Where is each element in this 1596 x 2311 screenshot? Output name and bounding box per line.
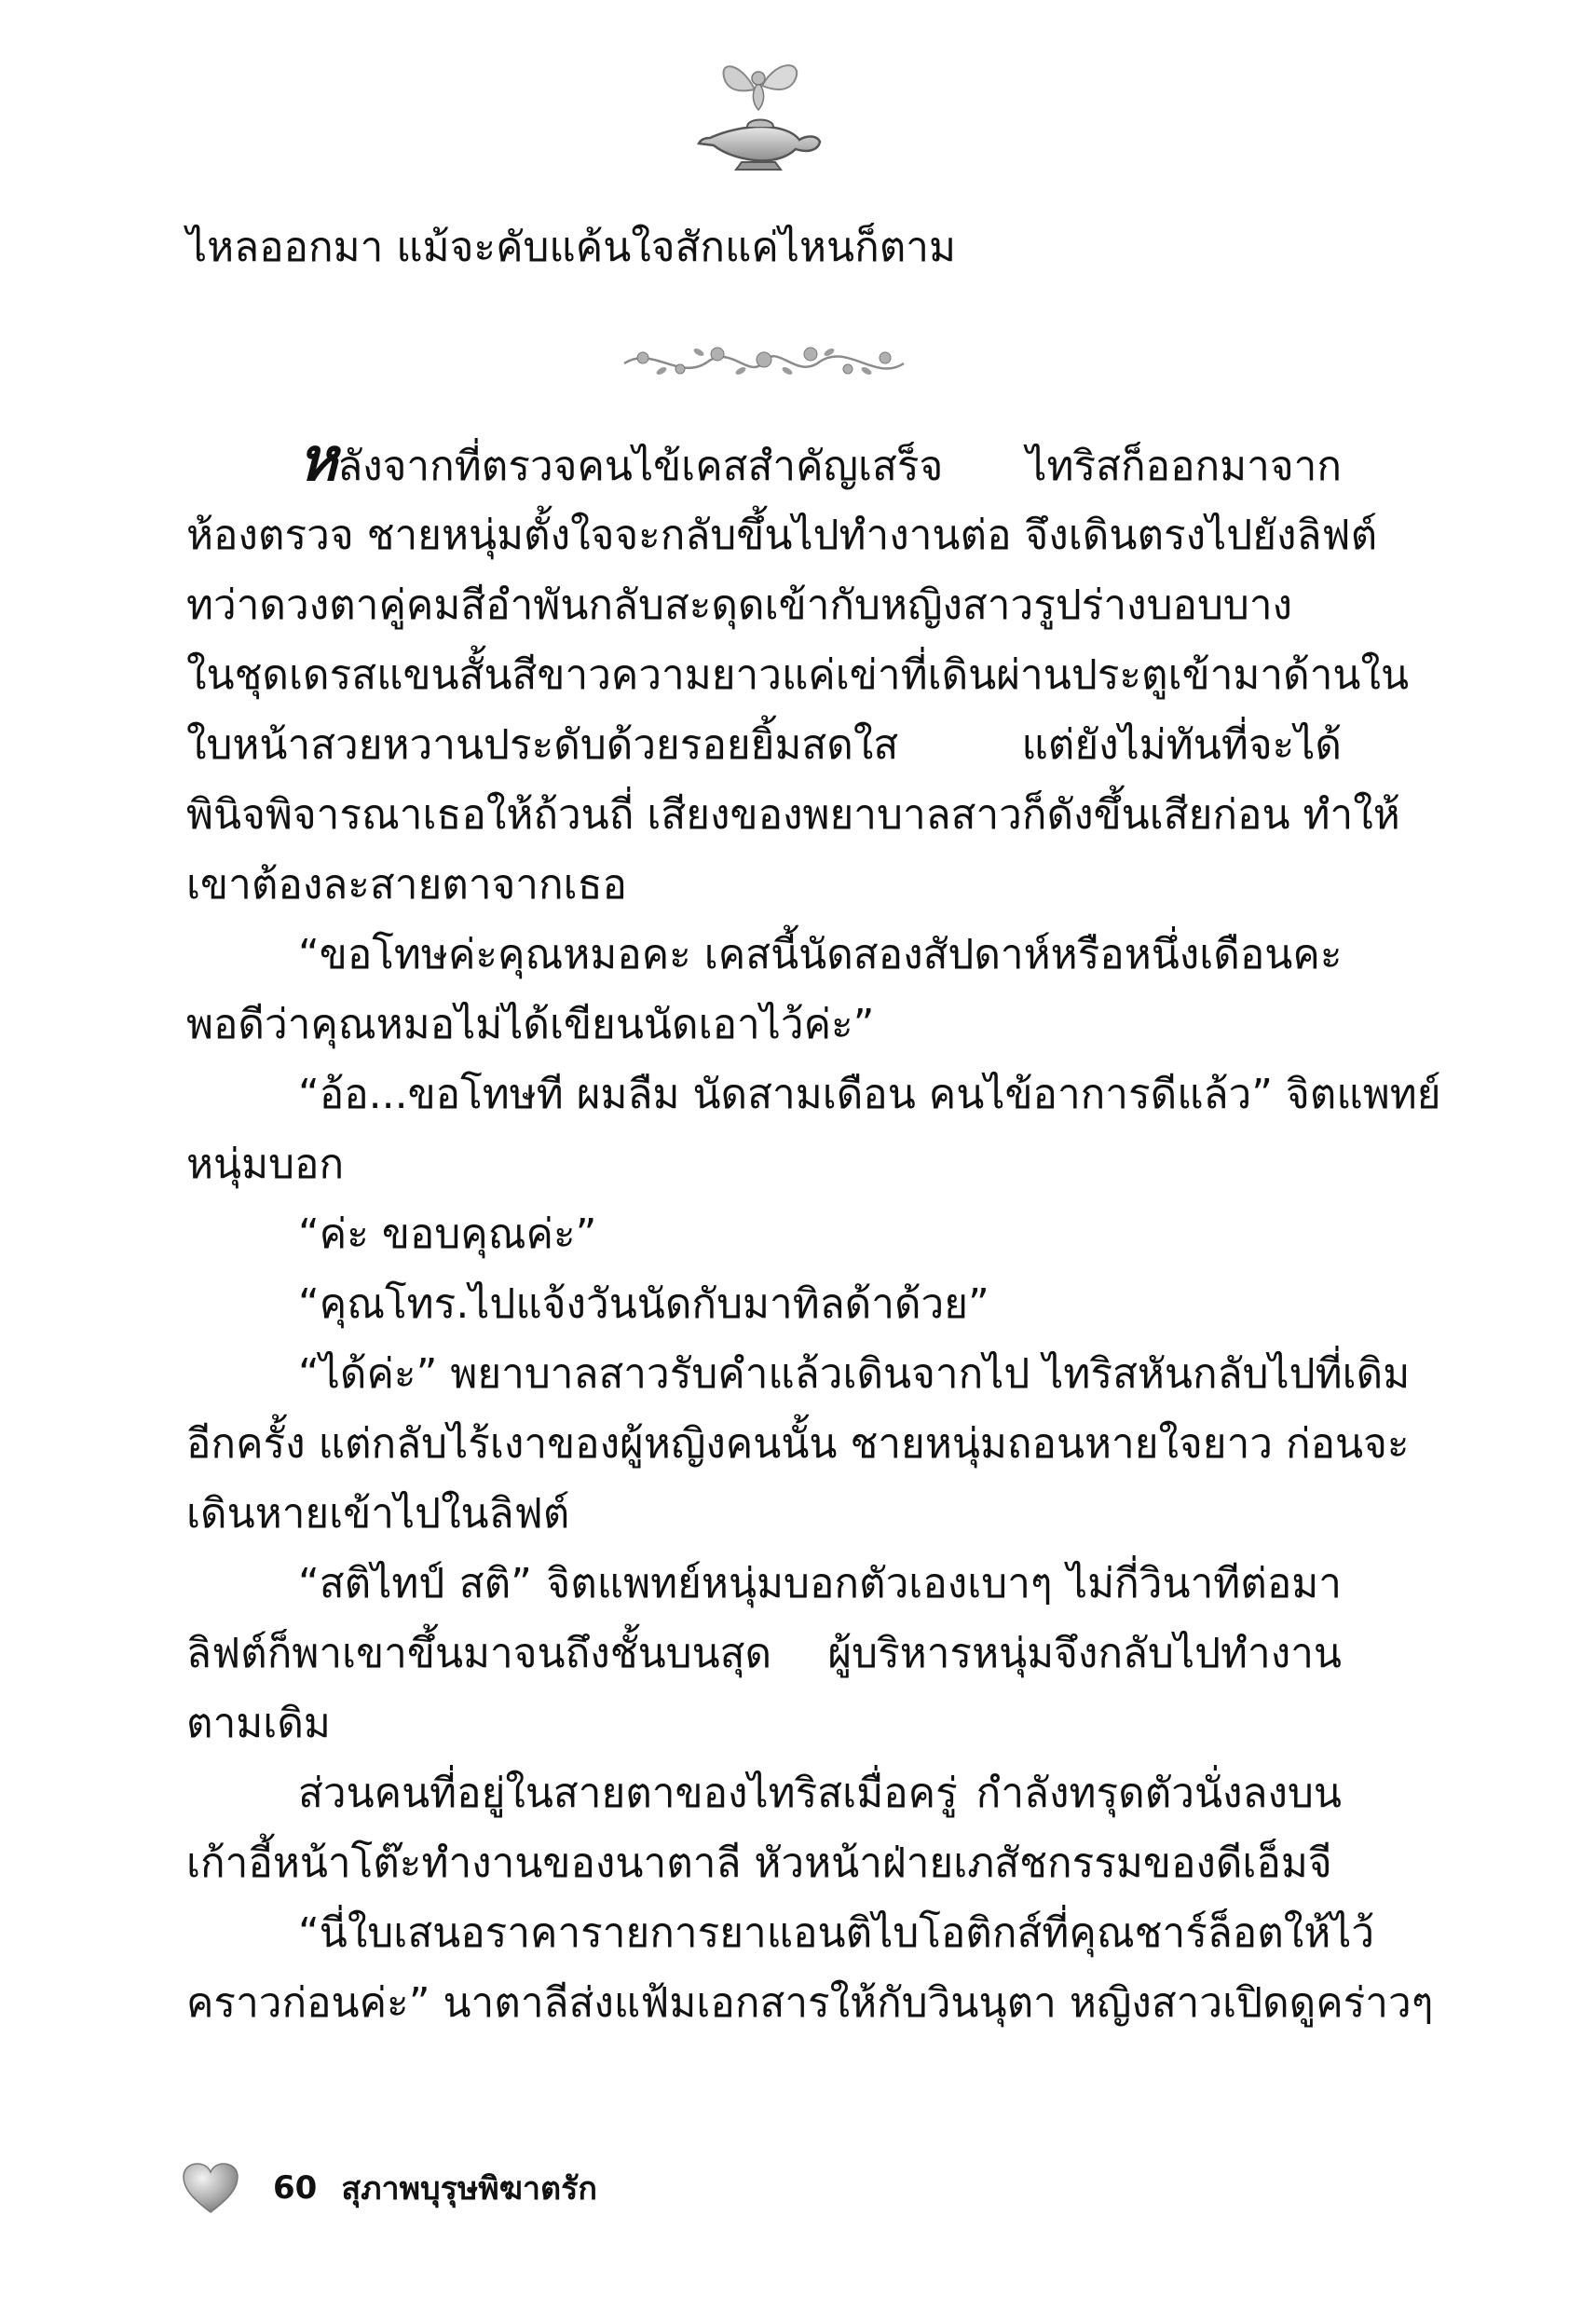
genie-lamp-fairy-icon — [689, 52, 829, 173]
drop-cap-letter: ห — [298, 425, 338, 495]
book-title: สุภาพบุรุษพิฆาตรัก — [341, 2170, 597, 2208]
gray-heart-icon — [182, 2162, 239, 2214]
text-line: “สติไทป์ สติ” จิตแพทย์หนุ่มบอกตัวเองเบาๆ ไม่กี่วินาทีต่อมา — [298, 1560, 1342, 1607]
main-paragraphs — [186, 425, 1441, 2038]
floral-vine-divider-icon — [615, 335, 913, 388]
text-line: พินิจพิจารณาเธอให้ถ้วนถี่ เสียงของพยาบาลสาวก็ดังขึ้นเสียก่อน ทำให้ — [186, 791, 1400, 839]
text-line: เก้าอี้หน้าโต๊ะทำงานของนาตาลี หัวหน้าฝ่ายเภสัชกรรมของดีเอ็มจี — [186, 1839, 1332, 1887]
text-line: ตามเดิม — [186, 1700, 331, 1747]
page-number: 60 — [273, 2169, 318, 2207]
text-line: พอดีว่าคุณหมอไม่ได้เขียนนัดเอาไว้ค่ะ” — [186, 1001, 875, 1048]
text-line: หนุ่มบอก — [186, 1141, 345, 1188]
text-line: เขาต้องละสายตาจากเธอ — [186, 861, 627, 909]
page-footer — [182, 2160, 597, 2216]
text-line: ส่วนคนที่อยู่ในสายตาของไทริสเมื่อครู่ กำลังทรุดตัวนั่งลงบน — [298, 1770, 1342, 1817]
text-line: ไหลออกมา แม้จะคับแค้นใจสักแค่ไหนก็ตาม — [186, 224, 956, 271]
intro-paragraph — [186, 212, 1342, 282]
text-line: ในชุดเดรสแขนสั้นสีขาวความยาวแค่เข่าที่เดินผ่านประตูเข้ามาด้านใน — [186, 651, 1410, 699]
text-line: เดินหายเข้าไปในลิฟต์ — [186, 1490, 570, 1538]
text-line: ใบหน้าสวยหวานประดับด้วยรอยยิ้มสดใส แต่ยังไม่ทันที่จะได้ — [186, 721, 1342, 769]
text-line: “นี่ใบเสนอราคารายการยาแอนติไบโอติกส์ที่คุณชาร์ล็อตให้ไว้ — [298, 1909, 1375, 1957]
text-line: คราวก่อนค่ะ” นาตาลีส่งแฟ้มเอกสารให้กับวินนุตา หญิงสาวเปิดดูคร่าวๆ — [186, 1979, 1434, 2027]
text-line: ห้องตรวจ ชายหนุ่มตั้งใจจะกลับขึ้นไปทำงานต่อ จึงเดินตรงไปยังลิฟต์ — [186, 512, 1378, 559]
text-line: “ค่ะ ขอบคุณค่ะ” — [298, 1210, 597, 1258]
text-line: ทว่าดวงตาคู่คมสีอำพันกลับสะดุดเข้ากับหญิงสาวรูปร่างบอบบาง — [186, 581, 1293, 629]
text-line: อีกครั้ง แต่กลับไร้เงาของผู้หญิงคนนั้น ชายหนุ่มถอนหายใจยาว ก่อนจะ — [186, 1420, 1410, 1468]
text-line-first — [186, 425, 1342, 500]
text-line: “ได้ค่ะ” พยาบาลสาวรับคำแล้วเดินจากไป ไทริสหันกลับไปที่เดิม — [298, 1350, 1411, 1398]
text-line: “ขอโทษค่ะคุณหมอคะ เคสนี้นัดสองสัปดาห์หรือหนึ่งเดือนคะ — [298, 931, 1343, 978]
text-line-content: ลังจากที่ตรวจคนไข้เคสสำคัญเสร็จ ไทริสก็ออกมาจาก — [337, 443, 1342, 490]
text-line: “คุณโทร.ไปแจ้งวันนัดกับมาทิลด้าด้วย” — [298, 1280, 989, 1328]
text-line: “อ้อ...ขอโทษที ผมลืม นัดสามเดือน คนไข้อาการดีแล้ว” จิตแพทย์ — [298, 1071, 1441, 1118]
text-line: ลิฟต์ก็พาเขาขึ้นมาจนถึงชั้นบนสุด ผู้บริหารหนุ่มจึงกลับไปทำงาน — [186, 1630, 1342, 1677]
